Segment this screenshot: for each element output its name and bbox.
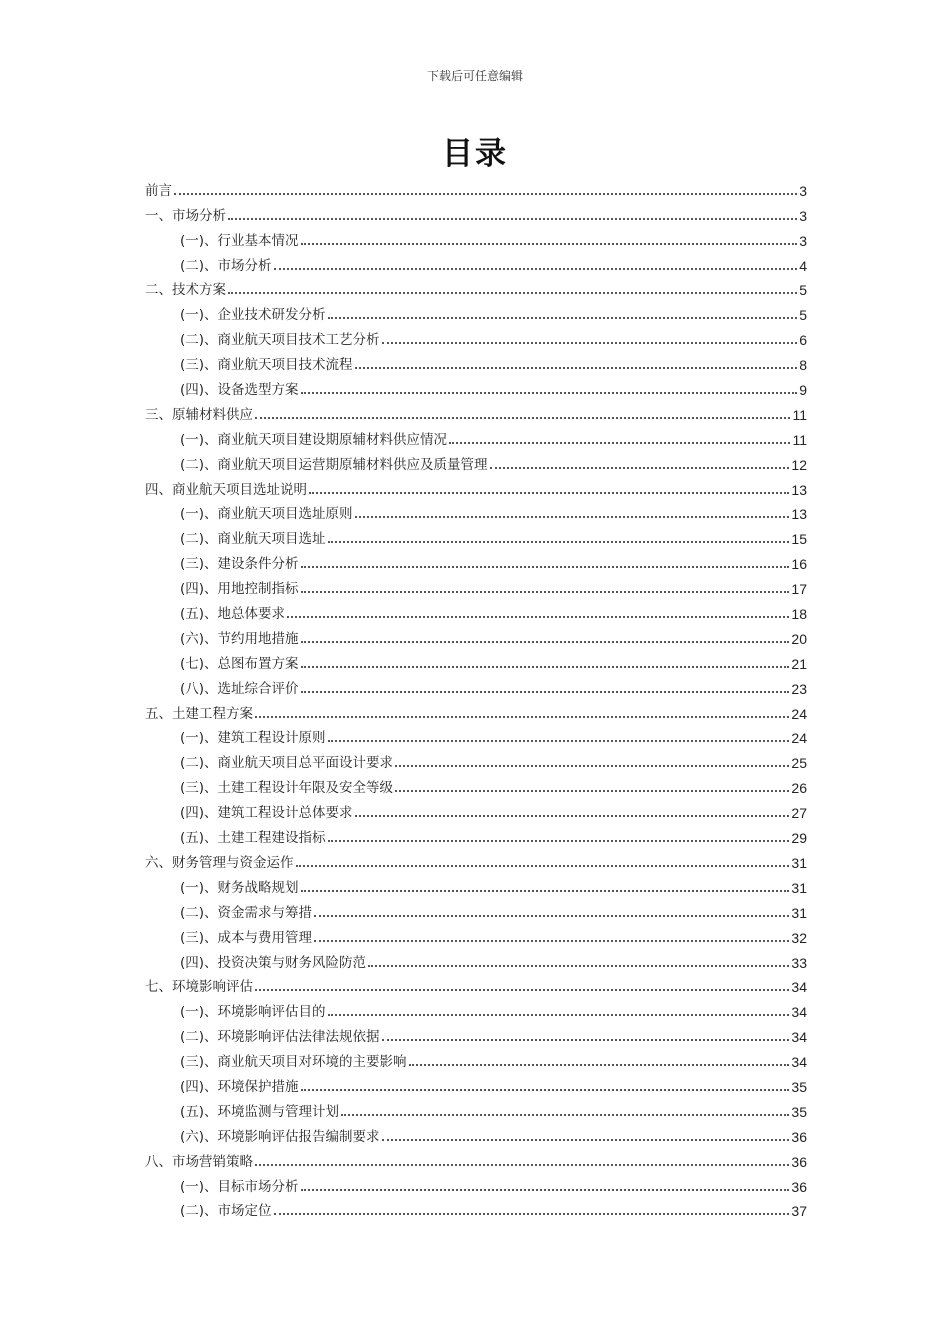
toc-leader-dots	[301, 691, 790, 693]
toc-entry[interactable]	[145, 1070, 807, 1095]
toc-page-number: 36	[791, 1153, 807, 1170]
toc-leader-dots	[301, 1089, 790, 1091]
toc-page-number: 27	[791, 805, 807, 822]
toc-page-number: 13	[791, 506, 807, 523]
toc-entry-text: (二)、商业航天项目运营期原辅材料供应及质量管理	[180, 456, 488, 473]
toc-leader-dots	[328, 541, 790, 543]
toc-entry-text: (八)、选址综合评价	[180, 680, 299, 697]
toc-entry-text: (一)、建筑工程设计原则	[180, 730, 326, 747]
toc-entry[interactable]	[145, 199, 807, 224]
toc-page-number: 34	[791, 1004, 807, 1021]
toc-entry-text: (三)、土建工程设计年限及安全等级	[180, 780, 394, 797]
toc-entry-text: 五、土建工程方案	[145, 705, 253, 722]
toc-entry-text: (一)、目标市场分析	[180, 1178, 299, 1195]
toc-entry[interactable]	[145, 1170, 807, 1195]
toc-entry-text: (五)、土建工程建设指标	[180, 830, 326, 847]
toc-leader-dots	[287, 616, 789, 618]
toc-entry[interactable]	[145, 1145, 807, 1170]
toc-entry-text: (四)、设备选型方案	[180, 382, 299, 399]
toc-leader-dots	[368, 965, 789, 967]
toc-page-number: 5	[799, 282, 807, 299]
toc-leader-dots	[255, 417, 790, 419]
toc-leader-dots	[328, 1014, 790, 1016]
toc-entry-text: (四)、建筑工程设计总体要求	[180, 805, 353, 822]
toc-leader-dots	[296, 865, 790, 867]
toc-leader-dots	[328, 840, 790, 842]
toc-leader-dots	[328, 317, 798, 319]
toc-page-number: 31	[791, 854, 807, 871]
toc-page-number: 17	[791, 581, 807, 598]
toc-page-number: 35	[791, 1078, 807, 1095]
toc-leader-dots	[274, 1213, 790, 1215]
toc-entry[interactable]	[145, 423, 807, 448]
toc-leader-dots	[301, 890, 790, 892]
toc-leader-dots	[341, 1114, 789, 1116]
toc-leader-dots	[355, 516, 790, 518]
toc-entry-text: 七、环境影响评估	[145, 979, 253, 996]
toc-entry-text: 前言	[145, 182, 172, 199]
toc-entry[interactable]	[145, 697, 807, 722]
toc-leader-dots	[382, 1039, 790, 1041]
toc-leader-dots	[301, 243, 798, 245]
toc-page-number: 5	[799, 307, 807, 324]
toc-entry-text: (一)、商业航天项目建设期原辅材料供应情况	[180, 431, 448, 448]
toc-entry[interactable]	[145, 298, 807, 323]
toc-entry[interactable]	[145, 1095, 807, 1120]
toc-leader-dots	[382, 1139, 790, 1141]
toc-entry[interactable]	[145, 622, 807, 647]
toc-page-number: 12	[791, 456, 807, 473]
toc-entry-text: 一、市场分析	[145, 207, 226, 224]
toc-leader-dots	[228, 218, 797, 220]
toc-page-number: 32	[791, 929, 807, 946]
toc-entry[interactable]	[145, 373, 807, 398]
toc-page-number: 8	[799, 357, 807, 374]
toc-entry[interactable]	[145, 1020, 807, 1045]
toc-entry-text: (二)、市场分析	[180, 257, 272, 274]
toc-page-number: 36	[791, 1128, 807, 1145]
toc-leader-dots	[449, 442, 790, 444]
toc-entry[interactable]	[145, 722, 807, 747]
toc-leader-dots	[309, 492, 789, 494]
toc-entry[interactable]	[145, 174, 807, 199]
toc-entry[interactable]	[145, 672, 807, 697]
toc-entry-text: (二)、环境影响评估法律法规依据	[180, 1029, 380, 1046]
toc-leader-dots	[301, 641, 790, 643]
toc-title: 目录	[442, 136, 508, 172]
toc-entry[interactable]	[145, 547, 807, 572]
toc-entry[interactable]	[145, 1045, 807, 1070]
toc-leader-dots	[255, 989, 789, 991]
toc-entry-text: (二)、商业航天项目技术工艺分析	[180, 332, 380, 349]
toc-leader-dots	[228, 292, 797, 294]
toc-leader-dots	[174, 193, 797, 195]
toc-leader-dots	[409, 1064, 790, 1066]
toc-entry-text: (三)、成本与费用管理	[180, 929, 313, 946]
toc-entry[interactable]	[145, 274, 807, 299]
toc-leader-dots	[301, 666, 790, 668]
toc-leader-dots	[395, 765, 789, 767]
toc-page-number: 3	[799, 207, 807, 224]
toc-entry-text: (五)、环境监测与管理计划	[180, 1103, 340, 1120]
toc-page-number: 11	[792, 406, 807, 423]
toc-leader-dots	[328, 740, 790, 742]
toc-entry[interactable]	[145, 846, 807, 871]
toc-page-number: 33	[791, 954, 807, 971]
toc-entry-text: 二、技术方案	[145, 282, 226, 299]
toc-page-number: 24	[791, 705, 807, 722]
toc-entry-text: 三、原辅材料供应	[145, 406, 253, 423]
toc-leader-dots	[255, 1164, 789, 1166]
toc-page-number: 37	[791, 1203, 807, 1220]
toc-entry-text: (一)、环境影响评估目的	[180, 1004, 326, 1021]
toc-entry-text: (四)、投资决策与财务风险防范	[180, 954, 367, 971]
toc-entry[interactable]	[145, 249, 807, 274]
toc-page-number: 24	[791, 730, 807, 747]
toc-page-number: 3	[799, 232, 807, 249]
toc-leader-dots	[301, 392, 798, 394]
toc-page-number: 3	[799, 182, 807, 199]
toc-entry[interactable]	[145, 522, 807, 547]
toc-entry[interactable]	[145, 224, 807, 249]
toc-page-number: 21	[791, 655, 807, 672]
toc-leader-dots	[382, 342, 798, 344]
toc-entry-text: (二)、资金需求与筹措	[180, 904, 313, 921]
toc-page-number: 29	[791, 830, 807, 847]
toc-entry[interactable]	[145, 398, 807, 423]
table-of-contents	[145, 174, 807, 1219]
toc-entry[interactable]	[145, 448, 807, 473]
toc-page-number: 36	[791, 1178, 807, 1195]
toc-entry-text: 六、财务管理与资金运作	[145, 854, 294, 871]
toc-page-number: 34	[791, 979, 807, 996]
toc-leader-dots	[301, 591, 790, 593]
toc-entry-text: (七)、总图布置方案	[180, 655, 299, 672]
toc-page-number: 31	[791, 904, 807, 921]
toc-entry[interactable]	[145, 821, 807, 846]
toc-page-number: 35	[791, 1103, 807, 1120]
toc-entry[interactable]	[145, 796, 807, 821]
toc-entry[interactable]	[145, 921, 807, 946]
toc-leader-dots	[490, 467, 790, 469]
toc-entry[interactable]	[145, 971, 807, 996]
toc-entry-text: (六)、环境影响评估报告编制要求	[180, 1128, 380, 1145]
toc-entry[interactable]	[145, 896, 807, 921]
toc-entry[interactable]	[145, 647, 807, 672]
toc-entry[interactable]	[145, 323, 807, 348]
toc-entry[interactable]	[145, 498, 807, 523]
toc-page-number: 31	[791, 879, 807, 896]
toc-leader-dots	[301, 566, 790, 568]
toc-entry[interactable]	[145, 995, 807, 1020]
toc-page-number: 16	[791, 556, 807, 573]
toc-leader-dots	[355, 815, 790, 817]
toc-entry[interactable]	[145, 771, 807, 796]
toc-leader-dots	[395, 790, 789, 792]
toc-entry-text: (二)、商业航天项目选址	[180, 531, 326, 548]
toc-entry-text: (一)、企业技术研发分析	[180, 307, 326, 324]
toc-page-number: 6	[799, 332, 807, 349]
toc-entry[interactable]	[145, 348, 807, 373]
toc-page-number: 23	[791, 680, 807, 697]
toc-leader-dots	[314, 915, 789, 917]
toc-entry-text: 四、商业航天项目选址说明	[145, 481, 307, 498]
toc-page-number: 9	[799, 382, 807, 399]
toc-entry-text: (五)、地总体要求	[180, 606, 286, 623]
toc-page-number: 15	[791, 531, 807, 548]
toc-entry-text: (二)、市场定位	[180, 1203, 272, 1220]
header-note: 下载后可任意编辑	[426, 69, 523, 83]
toc-leader-dots	[314, 940, 789, 942]
toc-page-number: 20	[791, 630, 807, 647]
toc-entry[interactable]	[145, 946, 807, 971]
toc-page-number: 25	[791, 755, 807, 772]
toc-entry-text: (二)、商业航天项目总平面设计要求	[180, 755, 394, 772]
toc-page-number: 34	[791, 1054, 807, 1071]
toc-entry-text: (三)、商业航天项目对环境的主要影响	[180, 1054, 407, 1071]
toc-leader-dots	[301, 1189, 790, 1191]
toc-entry[interactable]	[145, 572, 807, 597]
toc-entry-text: (一)、商业航天项目选址原则	[180, 506, 353, 523]
toc-page-number: 13	[791, 481, 807, 498]
toc-entry-text: (四)、用地控制指标	[180, 581, 299, 598]
toc-entry[interactable]	[145, 473, 807, 498]
toc-page-number: 11	[792, 431, 807, 448]
toc-entry-text: 八、市场营销策略	[145, 1153, 253, 1170]
toc-entry[interactable]	[145, 1195, 807, 1220]
toc-page-number: 4	[799, 257, 807, 274]
toc-entry-text: (三)、建设条件分析	[180, 556, 299, 573]
toc-leader-dots	[355, 367, 798, 369]
toc-page-number: 26	[791, 780, 807, 797]
toc-page-number: 34	[791, 1029, 807, 1046]
toc-page-number: 18	[791, 606, 807, 623]
toc-entry-text: (六)、节约用地措施	[180, 630, 299, 647]
toc-entry-text: (三)、商业航天项目技术流程	[180, 357, 353, 374]
toc-entry[interactable]	[145, 1120, 807, 1145]
toc-entry[interactable]	[145, 746, 807, 771]
toc-entry-text: (一)、财务战略规划	[180, 879, 299, 896]
toc-leader-dots	[274, 268, 798, 270]
toc-entry-text: (四)、环境保护措施	[180, 1078, 299, 1095]
toc-entry-text: (一)、行业基本情况	[180, 232, 299, 249]
toc-leader-dots	[255, 716, 789, 718]
toc-entry[interactable]	[145, 871, 807, 896]
toc-entry[interactable]	[145, 597, 807, 622]
